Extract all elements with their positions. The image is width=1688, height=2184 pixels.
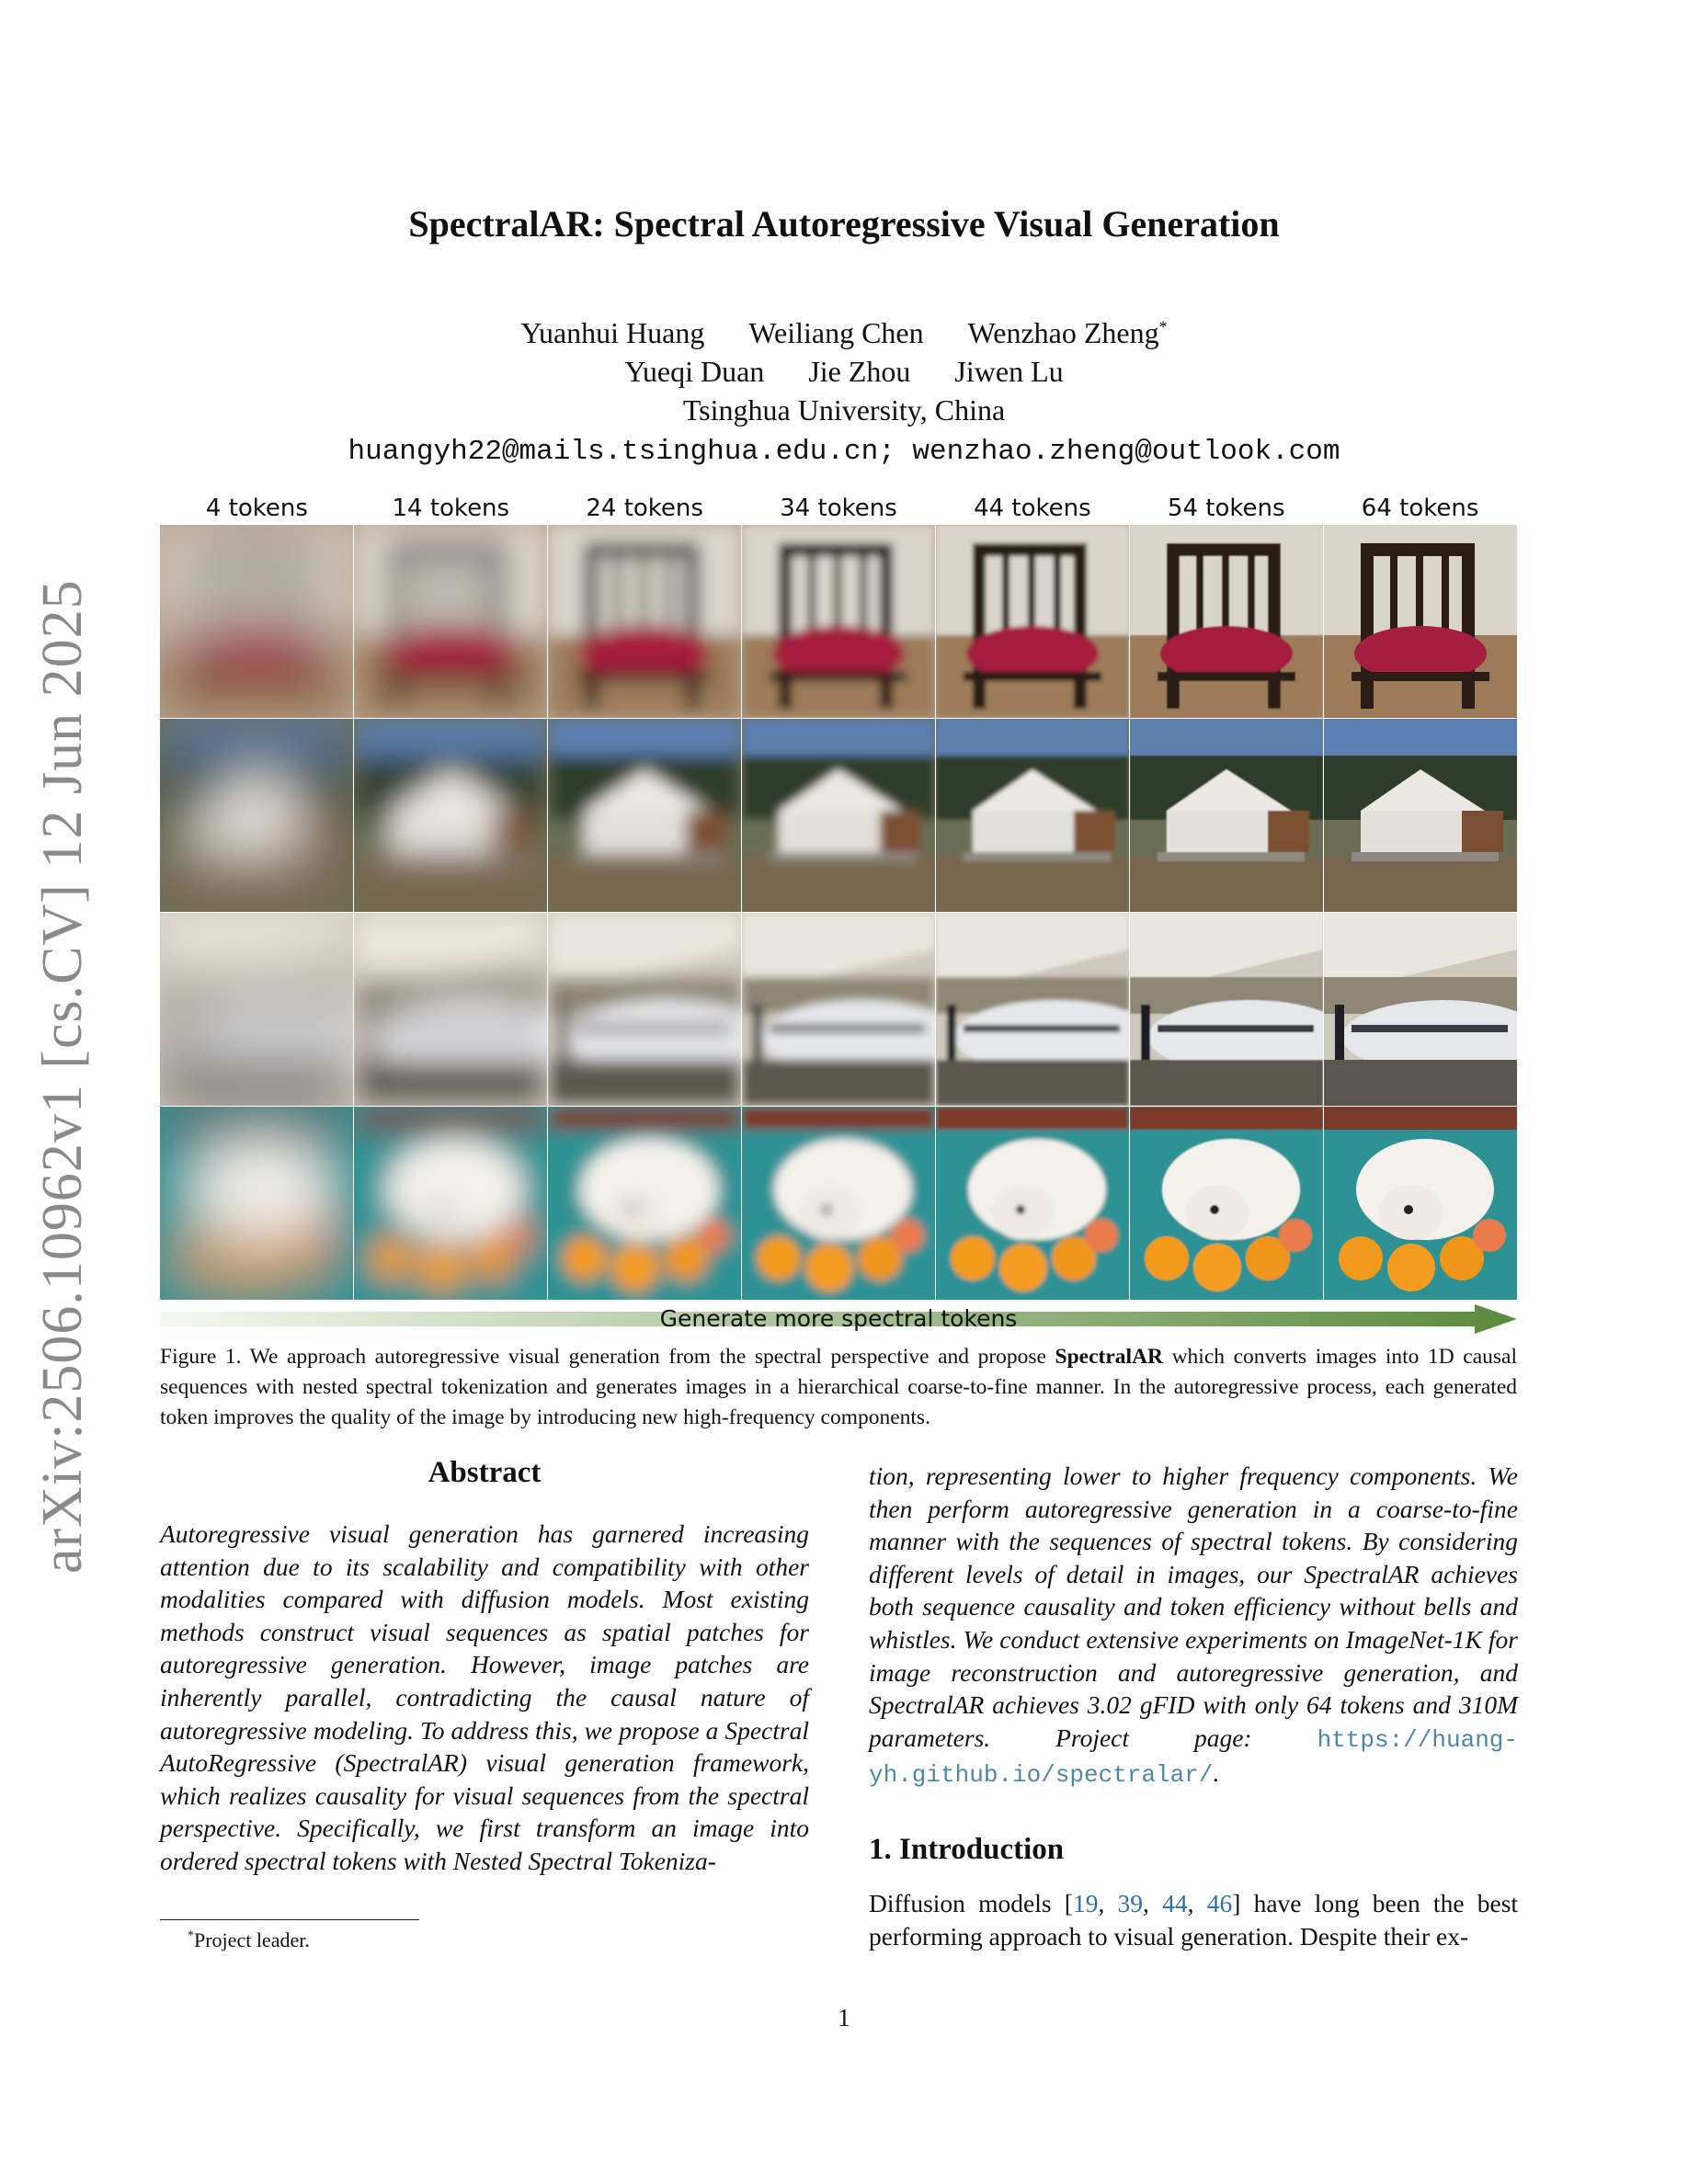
generated-image-dog (354, 1107, 547, 1300)
affiliation: Tsinghua University, China (682, 393, 1006, 427)
author-emails: huangyh22@mails.tsinghua.edu.cn; wenzhao.zheng@outlook.com (348, 436, 1340, 468)
generated-image-yurt (1324, 719, 1517, 912)
author-mark: * (1158, 317, 1168, 336)
generated-image-yurt (548, 719, 741, 912)
introduction-heading: 1. Introduction (869, 1832, 1065, 1866)
generated-image-train (936, 913, 1129, 1106)
generated-image-train (742, 913, 935, 1106)
left-column (160, 1456, 809, 1878)
footnote-mark: * (188, 1928, 194, 1943)
paper-title: SpectralAR: Spectral Autoregressive Visual Generation (408, 203, 1280, 245)
generated-image-yurt (936, 719, 1129, 912)
progress-label: Generate more spectral tokens (659, 1305, 1018, 1332)
introduction-text: Diffusion models [19, 39, 44, 46] have long been the best performing approach to visual generation. Despite their ex- (869, 1888, 1519, 1951)
generated-image-dog (1324, 1107, 1517, 1300)
caption-bold-name: SpectralAR (1055, 1345, 1164, 1369)
generated-image-chair (936, 525, 1129, 718)
generated-image-chair (160, 525, 353, 718)
generated-image-yurt (160, 719, 353, 912)
right-column (869, 1460, 1518, 1952)
author-line-1 (0, 316, 1688, 350)
generated-image-train (354, 913, 547, 1106)
intro-text-prefix: Diffusion models [ (869, 1888, 1073, 1917)
caption-prefix: Figure 1. We approach autoregressive visual generation from the spectral perspective and propose (160, 1345, 1055, 1369)
token-header-row (160, 492, 1517, 525)
token-header: 64 tokens (1361, 495, 1479, 522)
generated-image-dog (936, 1107, 1129, 1300)
generation-image-grid (160, 525, 1517, 1301)
abstract-heading: Abstract (428, 1456, 542, 1489)
author-name: Yuanhui Huang (520, 316, 705, 349)
author-line-2 (0, 355, 1688, 389)
author-name-text: Wenzhao Zheng (967, 316, 1159, 349)
generated-image-chair (354, 525, 547, 718)
figure-caption (160, 1342, 1517, 1433)
generated-image-chair (1324, 525, 1517, 718)
generated-image-chair (548, 525, 741, 718)
token-header: 34 tokens (780, 495, 897, 522)
footnote (188, 1928, 310, 1952)
citation-link[interactable]: 39 (1117, 1888, 1144, 1917)
caption-suffix: which converts images into 1D causal sequences with nested spectral tokenization and generates images in a hierarchical coarse-to-fine manner. In the autoregressive process, each generated token improves the quality of the image by introducing new high-frequency components. (160, 1345, 1517, 1429)
token-header: 24 tokens (586, 495, 703, 522)
generated-image-chair (1130, 525, 1323, 718)
abstract-text-right (869, 1460, 1518, 1792)
generated-image-yurt (742, 719, 935, 912)
abstract-continuation: tion, representing lower to higher frequency components. We then perform autoregressive generation in a coarse-to-fine manner with the sequences of spectral tokens. By considering different levels of detail in images, our SpectralAR achieves both sequence causality and token efficiency without bells and whistles. We conduct extensive experiments on ImageNet-1K for image reconstruction and autoregressive generation, and SpectralAR achieves 3.02 gFID with only 64 tokens and 310M parameters. Project page: (869, 1462, 1518, 1752)
project-page-link[interactable]: https://huang-yh.github.io/spectralar/ (869, 1725, 1518, 1790)
author-name: Yueqi Duan (624, 355, 765, 388)
generated-image-train (548, 913, 741, 1106)
generated-image-yurt (1130, 719, 1323, 912)
token-header: 54 tokens (1167, 495, 1285, 522)
page-number: 1 (838, 2004, 850, 2031)
token-header: 14 tokens (392, 495, 510, 522)
generated-image-dog (742, 1107, 935, 1300)
generated-image-dog (548, 1107, 741, 1300)
intro-text-suffix: ] have long been the best performing approach to visual generation. Despite their ex- (869, 1888, 1519, 1951)
arxiv-stamp: arXiv:2506.10962v1 [cs.CV] 12 Jun 2025 (31, 579, 94, 1574)
generated-image-train (1324, 913, 1517, 1106)
citation-link[interactable]: 46 (1206, 1888, 1233, 1917)
citation-link[interactable]: 19 (1072, 1888, 1099, 1917)
author-name: Jiwen Lu (954, 355, 1064, 388)
abstract-end: . (1213, 1758, 1220, 1788)
citation-link[interactable]: 44 (1162, 1888, 1188, 1917)
author-name (968, 316, 1168, 349)
author-name: Jie Zhou (808, 355, 911, 388)
author-name: Weiliang Chen (748, 316, 924, 349)
generated-image-yurt (354, 719, 547, 912)
figure-1 (160, 492, 1517, 1337)
token-header: 44 tokens (974, 495, 1091, 522)
generated-image-dog (1130, 1107, 1323, 1300)
generated-image-train (1130, 913, 1323, 1106)
footnote-rule (160, 1919, 419, 1920)
generated-image-dog (160, 1107, 353, 1300)
footnote-text: Project leader. (194, 1928, 310, 1951)
generated-image-chair (742, 525, 935, 718)
abstract-text-left: Autoregressive visual generation has garnered increasing attention due to its scalability and compatibility with other modalities compared with diffusion models. Most existing methods construct visual sequences as spatial patches for autoregressive generation. However, image patches are inherently parallel, contradicting the causal nature of autoregressive modeling. To address this, we propose a Spectral AutoRegressive (SpectralAR) visual generation framework, which realizes causality for visual sequences from the spectral perspective. Specifically, we first transform an image into ordered spectral tokens with Nested Spectral Tokeniza- (160, 1519, 809, 1875)
generated-image-train (160, 913, 353, 1106)
token-header: 4 tokens (205, 495, 308, 522)
